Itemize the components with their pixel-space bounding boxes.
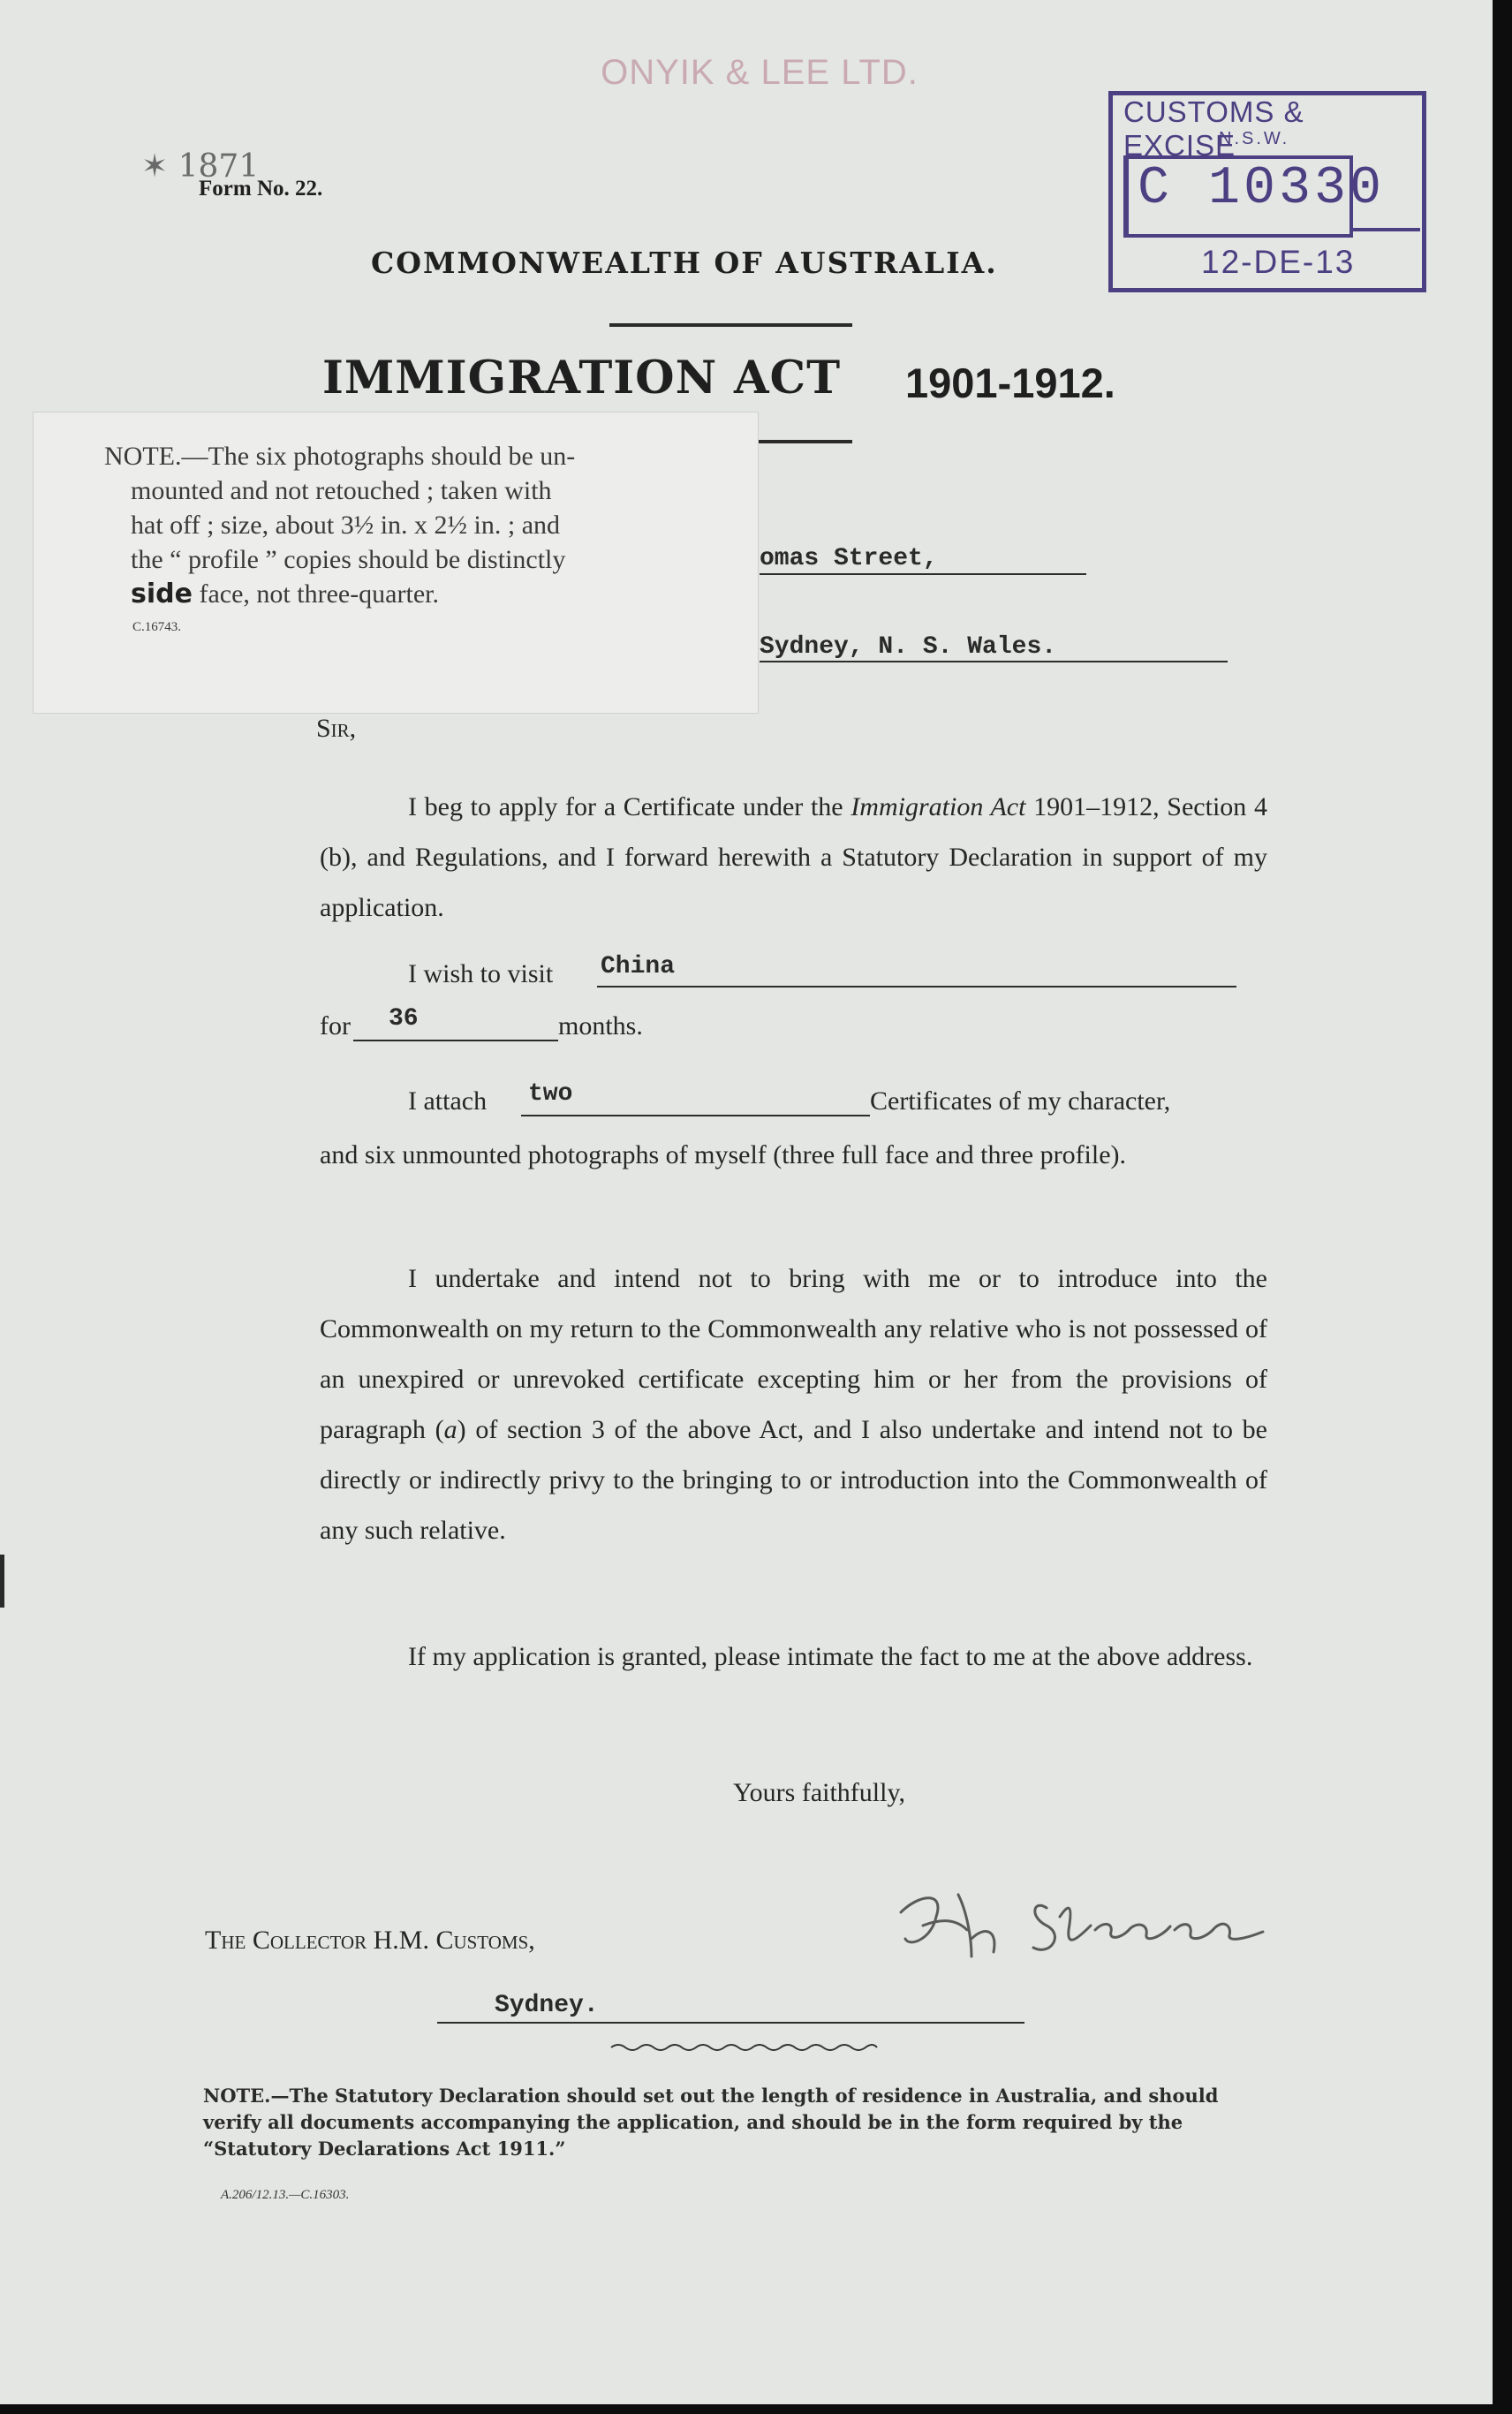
- address-underline-1: [760, 573, 1086, 575]
- handwritten-signature: [883, 1877, 1272, 1974]
- footer-code: A.206/12.13.—C.16303.: [221, 2188, 350, 2202]
- note-line: hat off ; size, about 3½ in. x 2½ in. ; and: [131, 511, 561, 540]
- note-emphasis: side: [131, 579, 193, 609]
- heading-rule: [609, 323, 852, 327]
- note-line: the “ profile ” copies should be distinctly: [131, 545, 566, 574]
- attach-count-value: two: [528, 1080, 573, 1108]
- visit-label: I wish to visit: [408, 959, 554, 988]
- form-number-annotation: ✶ 1871: [141, 148, 260, 185]
- note-line: mounted and not retouched ; taken with: [131, 476, 552, 505]
- para1-text: I beg to apply for a Certificate under the: [408, 792, 851, 821]
- customs-stamp: [1108, 91, 1426, 292]
- salutation: Sir,: [316, 714, 357, 743]
- stamp-divider: [1349, 228, 1420, 231]
- photograph-note-slip: [34, 412, 758, 713]
- closing: Yours faithfully,: [733, 1778, 906, 1807]
- para3-italic: a: [443, 1415, 457, 1444]
- application-paragraph: [320, 782, 1267, 933]
- photographs-paragraph: and six unmounted photographs of myself (three full face and three profile).: [320, 1140, 1127, 1169]
- statutory-declaration-note: [203, 2083, 1272, 2162]
- para1-act-name: Immigration Act: [850, 792, 1026, 821]
- footer-note-text: —The Statutory Declaration should set out the length of residence in Australia, and should verify all documents accompanying the application, and should be in the form required by the “Statutory Declarations Act 1911.”: [203, 2085, 1219, 2160]
- footer-note-label: NOTE.: [203, 2085, 271, 2107]
- duration-value: 36: [389, 1005, 419, 1033]
- note-slip-text: [104, 439, 736, 611]
- scan-border-bottom: [0, 2404, 1512, 2414]
- decorative-flourish: [609, 2040, 879, 2055]
- certificates-label: Certificates of my character,: [870, 1086, 1171, 1116]
- duration-underline: [353, 1040, 558, 1041]
- stamp-date: 12-DE-13: [1201, 244, 1356, 280]
- form-number: Form No. 22.: [199, 177, 323, 201]
- undertaking-paragraph: [320, 1253, 1267, 1555]
- stamp-number: C 10330: [1138, 159, 1386, 219]
- scan-border-right: [1493, 0, 1512, 2414]
- note-line-rest: face, not three-quarter.: [192, 579, 439, 609]
- note-slip-code: C.16743.: [132, 620, 182, 634]
- act-heading: IMMIGRATION ACT: [322, 352, 842, 405]
- para3-text-end: ) of section 3 of the above Act, and I also undertake and intend not to be directly or indirectly privy to the bringing to or introduction into the Commonwealth of any such relative.: [320, 1415, 1267, 1545]
- for-label: for: [320, 1011, 351, 1041]
- notification-paragraph: [320, 1632, 1267, 1681]
- visit-underline: [597, 986, 1236, 988]
- note-line: [104, 577, 736, 611]
- act-years: 1901-1912.: [905, 359, 1115, 406]
- attach-underline: [521, 1115, 870, 1116]
- country-heading: COMMONWEALTH OF AUSTRALIA.: [371, 246, 998, 280]
- note-line: NOTE.—The six photographs should be un-: [104, 442, 576, 471]
- para1-text-end: 1901–1912, Section 4 (b), and Regulations, and I forward herewith a Statutory Declaration in support of my application.: [320, 792, 1267, 922]
- months-label: months.: [558, 1011, 643, 1041]
- address-line-1: omas Street,: [760, 545, 938, 572]
- addressee-city: Sydney.: [495, 1992, 599, 2019]
- addressee: The Collector H.M. Customs,: [205, 1926, 535, 1955]
- addressee-underline: [437, 2022, 1024, 2024]
- visit-destination-value: China: [601, 953, 676, 980]
- para4-text: If my application is granted, please intimate the fact to me at the above address.: [408, 1642, 1253, 1671]
- address-line-2: Sydney, N. S. Wales.: [760, 633, 1057, 661]
- stamp-subtitle: N.S.W.: [1219, 129, 1290, 148]
- attach-label: I attach: [408, 1086, 488, 1116]
- address-underline-2: [760, 661, 1228, 662]
- stamp-title: CUSTOMS & EXCISE: [1123, 95, 1304, 162]
- page-edge-mark: [0, 1555, 4, 1608]
- printer-stamp: ONYIK & LEE LTD.: [601, 53, 919, 92]
- para3-text: I undertake and intend not to bring with me or to introduce into the Commonwealth on my return to the Commonwealth any relative who is not possessed of an unexpired or unrevoked certificate excepting him or her from the provisions of paragraph (: [320, 1264, 1267, 1444]
